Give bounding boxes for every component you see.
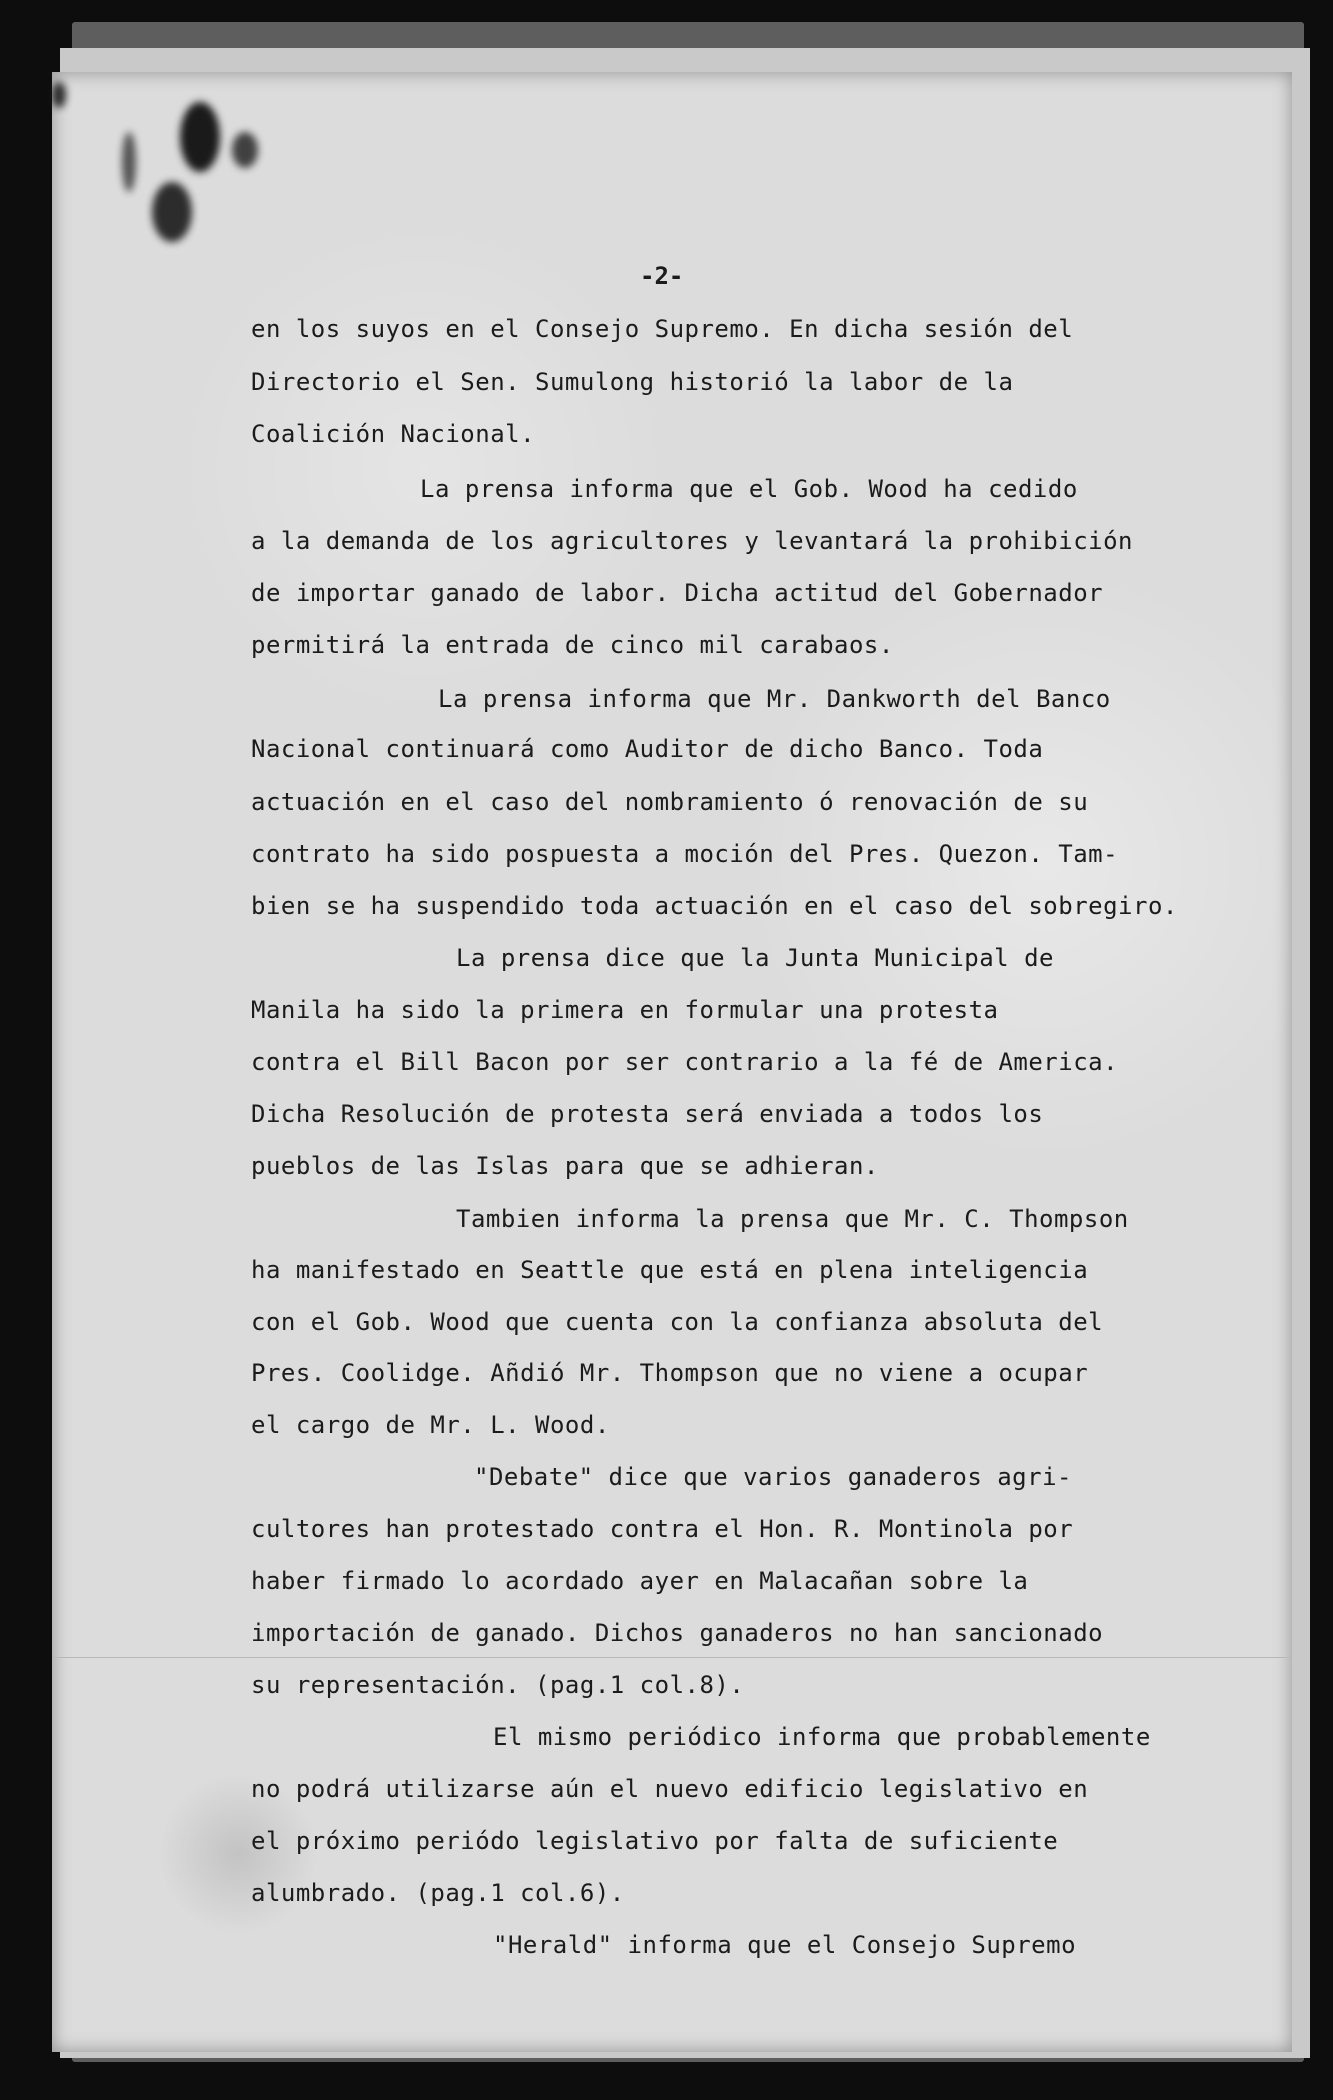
text-line: Nacional continuará como Auditor de dicho Banco. Toda (251, 735, 1044, 763)
page-number: -2- (640, 262, 684, 290)
text-line: La prensa informa que el Gob. Wood ha cedido (420, 475, 1078, 503)
ink-blot (52, 82, 66, 108)
text-line: La prensa informa que Mr. Dankworth del Banco (438, 685, 1111, 713)
text-line: Manila ha sido la primera en formular una protesta (251, 996, 999, 1024)
text-line: su representación. (pag.1 col.8). (251, 1671, 745, 1699)
ink-blot (122, 132, 136, 192)
text-line: Tambien informa la prensa que Mr. C. Thompson (456, 1205, 1129, 1233)
text-line: haber firmado lo acordado ayer en Malacañan sobre la (251, 1567, 1029, 1595)
text-line: contra el Bill Bacon por ser contrario a la fé de America. (251, 1048, 1119, 1076)
text-line: "Herald" informa que el Consejo Supremo (493, 1931, 1077, 1959)
text-line: ha manifestado en Seattle que está en plena inteligencia (251, 1256, 1089, 1284)
text-line: "Debate" dice que varios ganaderos agri- (474, 1463, 1072, 1491)
text-line: en los suyos en el Consejo Supremo. En dicha sesión del (251, 315, 1074, 343)
text-line: no podrá utilizarse aún el nuevo edificio legislativo en (251, 1775, 1089, 1803)
text-line: Directorio el Sen. Sumulong historió la labor de la (251, 368, 1014, 396)
ink-blot (180, 102, 220, 172)
text-line: El mismo periódico informa que probablemente (493, 1723, 1151, 1751)
text-line: La prensa dice que la Junta Municipal de (456, 944, 1054, 972)
text-line: bien se ha suspendido toda actuación en el caso del sobregiro. (251, 892, 1178, 920)
text-line: Pres. Coolidge. Añdió Mr. Thompson que no viene a ocupar (251, 1359, 1089, 1387)
ink-blot (232, 132, 258, 168)
fold-line (52, 1657, 1292, 1658)
text-line: el próximo periódo legislativo por falta de suficiente (251, 1827, 1059, 1855)
text-line: alumbrado. (pag.1 col.6). (251, 1879, 625, 1907)
text-line: cultores han protestado contra el Hon. R. Montinola por (251, 1515, 1074, 1543)
text-line: el cargo de Mr. L. Wood. (251, 1411, 610, 1439)
text-line: contrato ha sido pospuesta a moción del Pres. Quezon. Tam- (251, 840, 1119, 868)
text-line: Dicha Resolución de protesta será enviada a todos los (251, 1100, 1044, 1128)
text-line: Coalición Nacional. (251, 420, 536, 448)
text-line: de importar ganado de labor. Dicha actitud del Gobernador (251, 579, 1104, 607)
text-line: importación de ganado. Dichos ganaderos no han sancionado (251, 1619, 1104, 1647)
text-line: permitirá la entrada de cinco mil carabaos. (251, 631, 894, 659)
ink-blot (152, 182, 192, 242)
text-line: a la demanda de los agricultores y levantará la prohibición (251, 527, 1134, 555)
text-line: pueblos de las Islas para que se adhieran. (251, 1152, 879, 1180)
text-line: con el Gob. Wood que cuenta con la confianza absoluta del (251, 1308, 1104, 1336)
text-line: actuación en el caso del nombramiento ó renovación de su (251, 788, 1089, 816)
